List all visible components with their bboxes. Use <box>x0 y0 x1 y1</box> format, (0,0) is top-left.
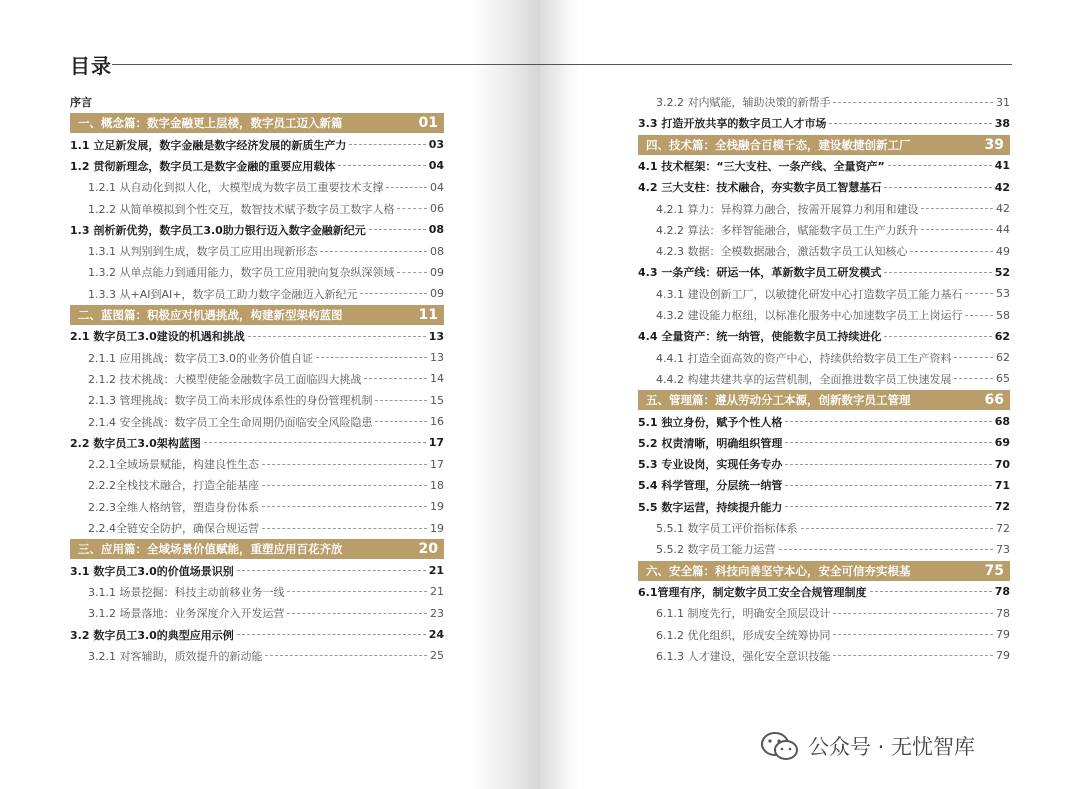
toc-page-number: 03 <box>428 138 444 152</box>
toc-subsection-entry[interactable] <box>638 284 1010 304</box>
toc-leader-dots <box>785 421 991 422</box>
toc-leader-dots <box>884 272 991 273</box>
toc-leader-dots <box>262 464 427 465</box>
toc-leader-dots <box>287 591 427 592</box>
page-title: 目录 <box>70 54 112 78</box>
toc-page-number: 79 <box>996 628 1010 641</box>
toc-section-entry[interactable] <box>70 561 444 581</box>
toc-leader-dots <box>237 634 426 635</box>
toc-leader-dots <box>888 165 992 166</box>
toc-page-number: 62 <box>996 351 1010 365</box>
toc-entry-label: 4.2.3 数据：全模数据融合，激活数字员工认知核心 <box>656 245 908 259</box>
toc-entry-label: 6.1管理有序，制定数字员工安全合规管理制度 <box>638 585 867 599</box>
toc-entry-label: 1.2.1 从自动化到拟人化，大模型成为数字员工重要技术支撑 <box>88 181 384 195</box>
toc-page-number: 78 <box>994 585 1010 599</box>
toc-entry-label: 1.1 立足新发展，数字金融是数字经济发展的新质生产力 <box>70 138 347 152</box>
toc-page-number: 72 <box>996 521 1010 535</box>
toc-page-number: 70 <box>994 457 1010 471</box>
toc-leader-dots <box>884 336 991 337</box>
toc-leader-dots <box>833 655 993 656</box>
toc-entry-label: 1.3.3 从+AI到AI+，数字员工助力数字金融迈入新纪元 <box>88 287 358 301</box>
toc-section-entry[interactable] <box>638 113 1010 133</box>
toc-chapter-band[interactable] <box>70 539 444 559</box>
toc-leader-dots <box>829 123 991 124</box>
toc-preface-entry[interactable] <box>70 92 444 112</box>
toc-page-number: 14 <box>430 372 444 386</box>
toc-page-number: 42 <box>994 180 1010 194</box>
toc-page-number: 04 <box>430 180 444 194</box>
toc-entry-label: 3.2.1 对客辅助，质效提升的新动能 <box>88 649 263 663</box>
toc-page-number: 20 <box>418 541 438 558</box>
toc-entry-label: 5.5 数字运营，持续提升能力 <box>638 500 783 514</box>
toc-leader-dots <box>833 613 993 614</box>
toc-entry-label: 序言 <box>70 96 92 109</box>
toc-entry-label: 3.1.2 场景落地：业务深度介入开发运营 <box>88 607 285 621</box>
toc-subsection-entry[interactable] <box>70 603 444 623</box>
toc-section-entry[interactable] <box>638 326 1010 346</box>
toc-subsection-entry[interactable] <box>70 497 444 517</box>
toc-leader-dots <box>833 634 993 635</box>
toc-subsection-entry[interactable] <box>638 539 1010 559</box>
toc-subsection-entry[interactable] <box>70 582 444 602</box>
toc-section-entry[interactable] <box>638 156 1010 176</box>
toc-page-number: 04 <box>428 159 444 173</box>
toc-entry-label: 1.3 剖析新优势，数字员工3.0助力银行迈入数字金融新纪元 <box>70 223 366 237</box>
toc-page-number: 18 <box>430 478 444 492</box>
toc-section-entry[interactable] <box>638 412 1010 432</box>
toc-entry-label: 6.1.3 人才建设，强化安全意识技能 <box>656 649 831 663</box>
toc-leader-dots <box>386 187 427 188</box>
toc-page-number: 71 <box>994 478 1010 492</box>
toc-page-number: 17 <box>430 457 444 471</box>
toc-entry-label: 2.2.4全链安全防护，确保合规运营 <box>88 522 259 535</box>
toc-entry-label: 1.2.2 从简单模拟到个性交互，数智技术赋予数字员工数字人格 <box>88 202 395 216</box>
toc-entry-label: 2.1.4 安全挑战：数字员工全生命周期仍面临安全风险隐患 <box>88 415 373 429</box>
toc-chapter-band[interactable] <box>638 561 1010 581</box>
toc-leader-dots <box>785 485 991 486</box>
toc-entry-label: 三、应用篇：全域场景价值赋能，重塑应用百花齐放 <box>78 542 343 557</box>
toc-subsection-entry[interactable] <box>638 92 1010 112</box>
toc-page-number: 52 <box>994 265 1010 279</box>
toc-page-number: 21 <box>430 585 444 599</box>
toc-page-number: 13 <box>430 351 444 365</box>
toc-subsection-entry[interactable] <box>638 305 1010 325</box>
toc-section-entry[interactable] <box>70 220 444 240</box>
toc-leader-dots <box>375 421 427 422</box>
toc-leader-dots <box>338 165 425 166</box>
toc-section-entry[interactable] <box>638 454 1010 474</box>
toc-subsection-entry[interactable] <box>70 348 444 368</box>
toc-page-number: 16 <box>430 415 444 428</box>
toc-page-number: 08 <box>430 244 444 258</box>
toc-leader-dots <box>375 400 427 401</box>
page-gutter-shadow-right <box>540 0 580 789</box>
toc-leader-dots <box>870 591 992 592</box>
toc-entry-label: 4.2.2 算法：多样智能融合，赋能数字员工生产力跃升 <box>656 223 919 237</box>
toc-section-entry[interactable] <box>70 433 444 453</box>
toc-subsection-entry[interactable] <box>70 412 444 432</box>
toc-entry-label: 2.2.2全栈技术融合，打造全能基座 <box>88 479 259 493</box>
toc-entry-label: 4.4.1 打造全面高效的资产中心，持续供给数字员工生产资料 <box>656 351 952 365</box>
toc-entry-label: 一、概念篇：数字金融更上层楼，数字员工迈入新篇 <box>78 116 343 131</box>
toc-entry-label: 1.3.1 从判别到生成，数字员工应用出现新形态 <box>88 245 318 259</box>
toc-leader-dots <box>248 336 426 337</box>
toc-page-number: 19 <box>430 500 444 514</box>
toc-entry-label: 3.2.2 对内赋能，辅助决策的新帮手 <box>656 96 831 109</box>
toc-entry-label: 4.2 三大支柱：技术融合，夯实数字员工智慧基石 <box>638 181 882 195</box>
toc-subsection-entry[interactable] <box>70 646 444 666</box>
toc-leader-dots <box>287 613 427 614</box>
toc-entry-label: 6.1.2 优化组织，形成安全统筹协同 <box>656 628 831 642</box>
toc-section-entry[interactable] <box>638 262 1010 282</box>
toc-entry-label: 2.2.3全维人格纳管，塑造身份体系 <box>88 500 259 514</box>
toc-page-number: 75 <box>984 562 1004 579</box>
toc-entry-label: 2.1 数字员工3.0建设的机遇和挑战 <box>70 330 245 344</box>
toc-leader-dots <box>262 506 427 507</box>
toc-page-number: 73 <box>996 542 1010 556</box>
toc-leader-dots <box>779 549 994 550</box>
toc-entry-label: 5.4 科学管理，分层统一纳管 <box>638 479 783 493</box>
toc-leader-dots <box>397 272 427 273</box>
toc-page-number: 53 <box>996 287 1010 301</box>
toc-subsection-entry[interactable] <box>70 454 444 474</box>
toc-subsection-entry[interactable] <box>70 177 444 197</box>
toc-page-number: 13 <box>428 329 444 343</box>
watermark <box>760 728 975 764</box>
toc-subsection-entry[interactable] <box>70 475 444 495</box>
toc-page-number: 09 <box>430 265 444 279</box>
toc-subsection-entry[interactable] <box>70 199 444 219</box>
toc-page-number: 44 <box>996 223 1010 237</box>
toc-page-number: 58 <box>996 308 1010 322</box>
toc-entry-label: 二、蓝图篇：积极应对机遇挑战，构建新型架构蓝图 <box>78 308 343 322</box>
toc-leader-dots <box>262 485 427 486</box>
toc-leader-dots <box>833 102 993 103</box>
toc-chapter-band[interactable] <box>70 113 444 133</box>
toc-leader-dots <box>262 528 427 529</box>
toc-subsection-entry[interactable] <box>70 369 444 389</box>
toc-page-number: 41 <box>994 159 1010 173</box>
toc-page-number: 08 <box>428 223 444 237</box>
toc-page-number: 66 <box>984 392 1004 409</box>
toc-subsection-entry[interactable] <box>638 199 1010 219</box>
toc-leader-dots <box>965 315 993 316</box>
title-divider <box>112 64 1012 65</box>
toc-section-entry[interactable] <box>638 433 1010 453</box>
toc-leader-dots <box>884 187 991 188</box>
toc-subsection-entry[interactable] <box>70 241 444 261</box>
toc-page-number: 24 <box>428 628 444 641</box>
toc-entry-label: 5.2 权责清晰，明确组织管理 <box>638 436 783 450</box>
toc-leader-dots <box>349 144 425 145</box>
toc-page-number: 19 <box>430 521 444 535</box>
toc-page-number: 25 <box>430 649 444 663</box>
toc-page-number: 23 <box>430 606 444 620</box>
toc-entry-label: 2.1.1 应用挑战：数字员工3.0的业务价值自证 <box>88 351 313 365</box>
toc-subsection-entry[interactable] <box>70 390 444 410</box>
toc-entry-label: 2.1.3 管理挑战：数字员工尚未形成体系性的身份管理机制 <box>88 394 373 408</box>
toc-subsection-entry[interactable] <box>70 518 444 538</box>
toc-entry-label: 3.1.1 场景挖掘：科技主动前移业务一线 <box>88 585 285 599</box>
toc-entry-label: 五、管理篇：遵从劳动分工本源，创新数字员工管理 <box>646 393 911 408</box>
toc-chapter-band[interactable] <box>70 305 444 325</box>
toc-leader-dots <box>320 251 427 252</box>
toc-page-number: 39 <box>984 136 1004 153</box>
toc-page-number: 21 <box>428 564 444 578</box>
toc-subsection-entry[interactable] <box>638 603 1010 623</box>
toc-leader-dots <box>785 506 991 507</box>
toc-page-number: 31 <box>996 95 1010 109</box>
toc-leader-dots <box>364 378 427 379</box>
toc-leader-dots <box>397 208 427 209</box>
toc-subsection-entry[interactable] <box>638 646 1010 666</box>
toc-entry-label: 4.3.1 建设创新工厂，以敏捷化研发中心打造数字员工能力基石 <box>656 287 963 301</box>
toc-entry-label: 四、技术篇：全栈融合百模千态，建设敏捷创新工厂 <box>646 137 911 152</box>
toc-page-number: 09 <box>430 287 444 301</box>
toc-section-entry[interactable] <box>638 497 1010 517</box>
toc-subsection-entry[interactable] <box>638 348 1010 368</box>
toc-section-entry[interactable] <box>638 582 1010 602</box>
toc-leader-dots <box>265 655 427 656</box>
toc-subsection-entry[interactable] <box>638 625 1010 645</box>
toc-subsection-entry[interactable] <box>70 262 444 282</box>
toc-leader-dots <box>921 208 993 209</box>
toc-subsection-entry[interactable] <box>638 369 1010 389</box>
toc-chapter-band[interactable] <box>638 390 1010 410</box>
wechat-icon <box>760 731 800 761</box>
toc-entry-label: 4.2.1 算力：异构算力融合，按需开展算力利用和建设 <box>656 202 919 216</box>
toc-page-number: 11 <box>418 307 438 323</box>
toc-leader-dots <box>369 229 426 230</box>
toc-entry-label: 4.1 技术框架：“三大支柱、一条产线、全量资产” <box>638 159 885 173</box>
toc-entry-label: 3.2 数字员工3.0的典型应用示例 <box>70 628 234 642</box>
toc-leader-dots <box>965 293 993 294</box>
toc-entry-label: 6.1.1 制度先行，明确安全顶层设计 <box>656 607 831 621</box>
toc-page-number: 62 <box>994 329 1010 343</box>
toc-leader-dots <box>316 357 427 358</box>
toc-leader-dots <box>801 528 994 529</box>
toc-entry-label: 5.3 专业设岗，实现任务专办 <box>638 458 783 472</box>
toc-page-number: 01 <box>418 115 438 132</box>
toc-section-entry[interactable] <box>638 177 1010 197</box>
toc-section-entry[interactable] <box>70 625 444 645</box>
toc-section-entry[interactable] <box>70 156 444 176</box>
toc-page-number: 68 <box>994 415 1010 428</box>
toc-entry-label: 2.2 数字员工3.0架构蓝图 <box>70 436 201 450</box>
toc-page-number: 72 <box>994 500 1010 514</box>
toc-page-number: 42 <box>996 202 1010 215</box>
toc-subsection-entry[interactable] <box>638 241 1010 261</box>
toc-entry-label: 5.5.2 数字员工能力运营 <box>656 543 776 557</box>
toc-page-number: 38 <box>994 116 1010 130</box>
page-gutter-shadow <box>470 0 540 789</box>
toc-entry-label: 4.3.2 建设能力枢纽，以标准化服务中心加速数字员工上岗运行 <box>656 309 963 322</box>
toc-page-number: 17 <box>428 436 444 450</box>
toc-entry-label: 1.2 贯彻新理念，数字员工是数字金融的重要应用载体 <box>70 159 336 173</box>
toc-page-number: 15 <box>430 393 444 407</box>
toc-entry-label: 3.3 打造开放共享的数字员工人才市场 <box>638 117 827 131</box>
toc-entry-label: 2.1.2 技术挑战：大模型使能金融数字员工面临四大挑战 <box>88 372 362 386</box>
toc-subsection-entry[interactable] <box>70 284 444 304</box>
toc-page-number: 06 <box>430 202 444 215</box>
toc-leader-dots <box>204 442 426 443</box>
toc-entry-label: 4.3 一条产线：研运一体，革新数字员工研发模式 <box>638 266 882 280</box>
toc-section-entry[interactable] <box>70 135 444 155</box>
toc-entry-label: 5.1 独立身份，赋予个性人格 <box>638 415 783 429</box>
toc-leader-dots <box>910 251 993 252</box>
toc-leader-dots <box>954 378 993 379</box>
toc-chapter-band[interactable] <box>638 135 1010 155</box>
toc-leader-dots <box>360 293 427 294</box>
toc-subsection-entry[interactable] <box>638 220 1010 240</box>
watermark-text: 公众号 · 无忧智库 <box>808 735 976 759</box>
toc-leader-dots <box>237 570 426 571</box>
toc-page-number: 78 <box>996 606 1010 620</box>
toc-leader-dots <box>785 442 991 443</box>
toc-section-entry[interactable] <box>70 326 444 346</box>
toc-page-number: 79 <box>996 649 1010 663</box>
toc-entry-label: 4.4.2 构建共建共享的运营机制，全面推进数字员工快速发展 <box>656 372 952 386</box>
toc-section-entry[interactable] <box>638 475 1010 495</box>
toc-entry-label: 六、安全篇：科技向善坚守本心，安全可信夯实根基 <box>646 563 911 578</box>
toc-leader-dots <box>785 464 991 465</box>
toc-entry-label: 3.1 数字员工3.0的价值场景识别 <box>70 564 234 578</box>
toc-page-number: 65 <box>996 372 1010 386</box>
toc-leader-dots <box>954 357 993 358</box>
toc-leader-dots <box>921 229 993 230</box>
toc-page-number: 49 <box>996 244 1010 258</box>
toc-entry-label: 4.4 全量资产：统一纳管，使能数字员工持续进化 <box>638 330 882 344</box>
toc-entry-label: 5.5.1 数字员工评价指标体系 <box>656 522 798 535</box>
toc-entry-label: 1.3.2 从单点能力到通用能力，数字员工应用驶向复杂纵深领域 <box>88 266 395 280</box>
toc-page-number: 69 <box>994 436 1010 450</box>
toc-entry-label: 2.2.1全域场景赋能，构建良性生态 <box>88 458 259 472</box>
toc-subsection-entry[interactable] <box>638 518 1010 538</box>
